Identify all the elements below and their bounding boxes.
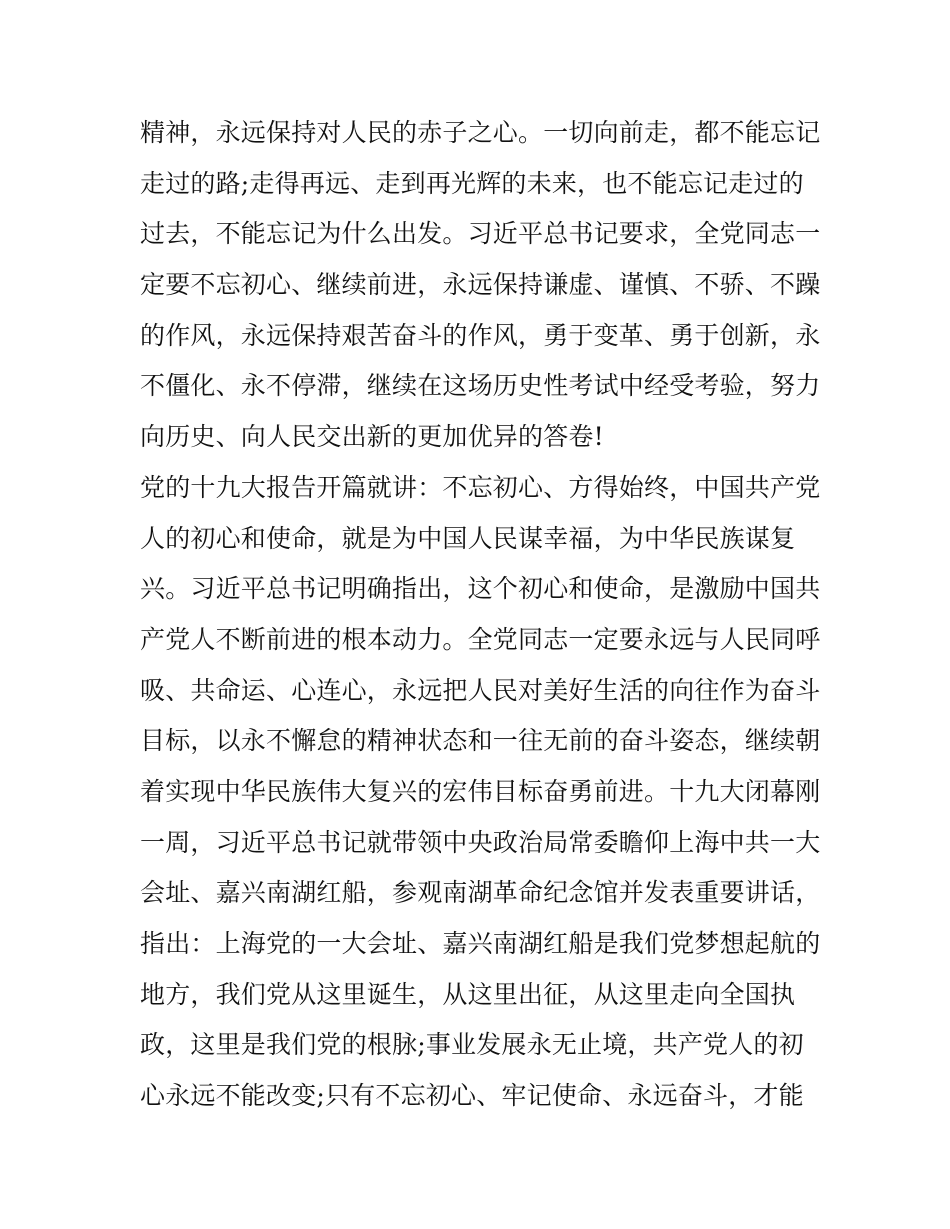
text-line: 地方，我们党从这里诞生，从这里出征，从这里走向全国执 <box>140 979 796 1009</box>
text-line: 向历史、向人民交出新的更加优异的答卷! <box>140 422 604 452</box>
text-line: 指出：上海党的一大会址、嘉兴南湖红船是我们党梦想起航的 <box>140 929 821 958</box>
text-line: 兴。习近平总书记明确指出，这个初心和使命，是激励中国共 <box>140 574 821 604</box>
body-text <box>140 108 830 1122</box>
text-line: 定要不忘初心、继续前进，永远保持谦虚、谨慎、不骄、不躁 <box>140 270 821 300</box>
text-line: 过去，不能忘记为什么出发。习近平总书记要求，全党同志一 <box>140 219 821 249</box>
text-line: 不僵化、永不停滞，继续在这场历史性考试中经受考验，努力 <box>140 371 821 401</box>
text-line: 走过的路;走得再远、走到再光辉的未来，也不能忘记走过的 <box>140 168 804 198</box>
text-line: 党的十九大报告开篇就讲：不忘初心、方得始终，中国共产党 <box>140 472 821 502</box>
text-line: 政，这里是我们党的根脉;事业发展永无止境，共产党人的初 <box>140 1030 804 1060</box>
text-line: 的作风，永远保持艰苦奋斗的作风，勇于变革、勇于创新，永 <box>140 320 821 350</box>
text-line: 一周，习近平总书记就带领中央政治局常委瞻仰上海中共一大 <box>140 827 821 857</box>
text-line: 心永远不能改变;只有不忘初心、牢记使命、永远奋斗，才能 <box>140 1081 804 1111</box>
text-line: 目标，以永不懈怠的精神状态和一往无前的奋斗姿态，继续朝 <box>140 726 821 756</box>
text-line: 会址、嘉兴南湖红船，参观南湖革命纪念馆并发表重要讲话， <box>140 878 821 908</box>
text-line: 精神，永远保持对人民的赤子之心。一切向前走，都不能忘记 <box>140 118 821 147</box>
text-line: 产党人不断前进的根本动力。全党同志一定要永远与人民同呼 <box>140 624 821 654</box>
text-line: 着实现中华民族伟大复兴的宏伟目标奋勇前进。十九大闭幕刚 <box>140 776 821 806</box>
text-line: 吸、共命运、心连心，永远把人民对美好生活的向往作为奋斗 <box>140 675 821 705</box>
text-line: 人的初心和使命，就是为中国人民谋幸福，为中华民族谋复 <box>140 523 796 553</box>
